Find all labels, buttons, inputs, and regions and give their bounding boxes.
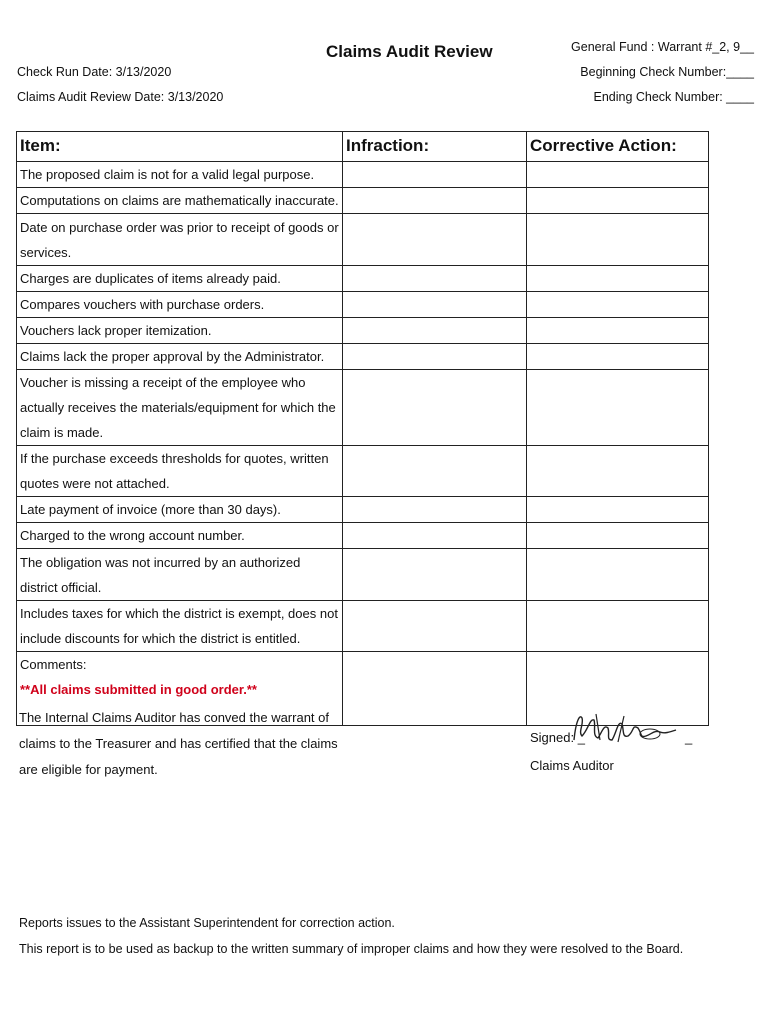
corrective-action-cell[interactable] (527, 601, 709, 652)
corrective-action-cell[interactable] (527, 370, 709, 446)
beginning-check-number: Beginning Check Number:____ (580, 65, 754, 79)
claims-table (16, 131, 709, 726)
infraction-cell[interactable] (343, 446, 527, 497)
table-row (17, 318, 709, 344)
item-cell: The proposed claim is not for a valid legal purpose. (17, 162, 343, 188)
item-cell: Date on purchase order was prior to receipt of goods or services. (17, 214, 343, 266)
footer-note-2: This report is to be used as backup to the written summary of improper claims and how they were resolved to the Board. (19, 942, 684, 956)
infraction-cell[interactable] (343, 549, 527, 601)
corrective-action-cell[interactable] (527, 549, 709, 601)
item-cell: Includes taxes for which the district is exempt, does not include discounts for which the district is entitled. (17, 601, 343, 652)
infraction-cell[interactable] (343, 601, 527, 652)
warrant-number: General Fund : Warrant #_2, 9__ (571, 40, 754, 54)
column-header-item: Item: (17, 132, 343, 162)
infraction-cell[interactable] (343, 292, 527, 318)
table-row (17, 446, 709, 497)
table-row (17, 344, 709, 370)
table-row (17, 549, 709, 601)
auditor-role: Claims Auditor (530, 758, 614, 773)
table-row (17, 188, 709, 214)
table-row (17, 292, 709, 318)
infraction-cell[interactable] (343, 188, 527, 214)
table-row (17, 214, 709, 266)
item-cell: Claims lack the proper approval by the Administrator. (17, 344, 343, 370)
item-cell: Charges are duplicates of items already paid. (17, 266, 343, 292)
infraction-cell[interactable] (343, 370, 527, 446)
certification-text: The Internal Claims Auditor has conved the warrant of claims to the Treasurer and has certified that the claims are eligible for payment. (19, 710, 338, 777)
corrective-action-cell[interactable] (527, 446, 709, 497)
corrective-action-cell[interactable] (527, 292, 709, 318)
infraction-cell[interactable] (343, 523, 527, 549)
corrective-action-cell[interactable] (527, 266, 709, 292)
table-row (17, 370, 709, 446)
item-cell: Compares vouchers with purchase orders. (17, 292, 343, 318)
item-cell: Late payment of invoice (more than 30 days). (17, 497, 343, 523)
ending-check-number: Ending Check Number: ____ (593, 90, 754, 104)
item-cell: Charged to the wrong account number. (17, 523, 343, 549)
infraction-cell[interactable] (343, 344, 527, 370)
review-date: Claims Audit Review Date: 3/13/2020 (17, 90, 224, 104)
signed-label: Signed: _ (530, 730, 585, 745)
page-title: Claims Audit Review (326, 42, 493, 61)
infraction-cell[interactable] (343, 318, 527, 344)
table-row (17, 497, 709, 523)
table-row (17, 162, 709, 188)
corrective-action-cell[interactable] (527, 497, 709, 523)
column-header-infraction: Infraction: (343, 132, 527, 162)
table-row (17, 266, 709, 292)
infraction-cell[interactable] (343, 214, 527, 266)
infraction-cell[interactable] (343, 266, 527, 292)
table-header-row (17, 132, 709, 162)
comments-value: **All claims submitted in good order.** (20, 682, 257, 697)
column-header-corrective-action: Corrective Action: (527, 132, 709, 162)
comments-label: Comments: (20, 657, 87, 672)
table-row (17, 601, 709, 652)
signature-line-end: _ (685, 730, 693, 745)
check-run-date: Check Run Date: 3/13/2020 (17, 65, 172, 79)
infraction-cell[interactable] (343, 497, 527, 523)
corrective-action-cell[interactable] (527, 214, 709, 266)
item-cell: The obligation was not incurred by an authorized district official. (17, 549, 343, 601)
table-row (17, 523, 709, 549)
auditor-signature (566, 710, 686, 750)
item-cell: If the purchase exceeds thresholds for quotes, written quotes were not attached. (17, 446, 343, 497)
corrective-action-cell[interactable] (527, 162, 709, 188)
corrective-action-cell[interactable] (527, 344, 709, 370)
comments-infraction-cell[interactable] (343, 652, 527, 726)
corrective-action-cell[interactable] (527, 188, 709, 214)
infraction-cell[interactable] (343, 162, 527, 188)
corrective-action-cell[interactable] (527, 523, 709, 549)
item-cell: Vouchers lack proper itemization. (17, 318, 343, 344)
item-cell: Voucher is missing a receipt of the employee who actually receives the materials/equipment for which the claim is made. (17, 370, 343, 446)
corrective-action-cell[interactable] (527, 318, 709, 344)
footer-note-1: Reports issues to the Assistant Superintendent for correction action. (19, 916, 395, 930)
item-cell: Computations on claims are mathematically inaccurate. (17, 188, 343, 214)
